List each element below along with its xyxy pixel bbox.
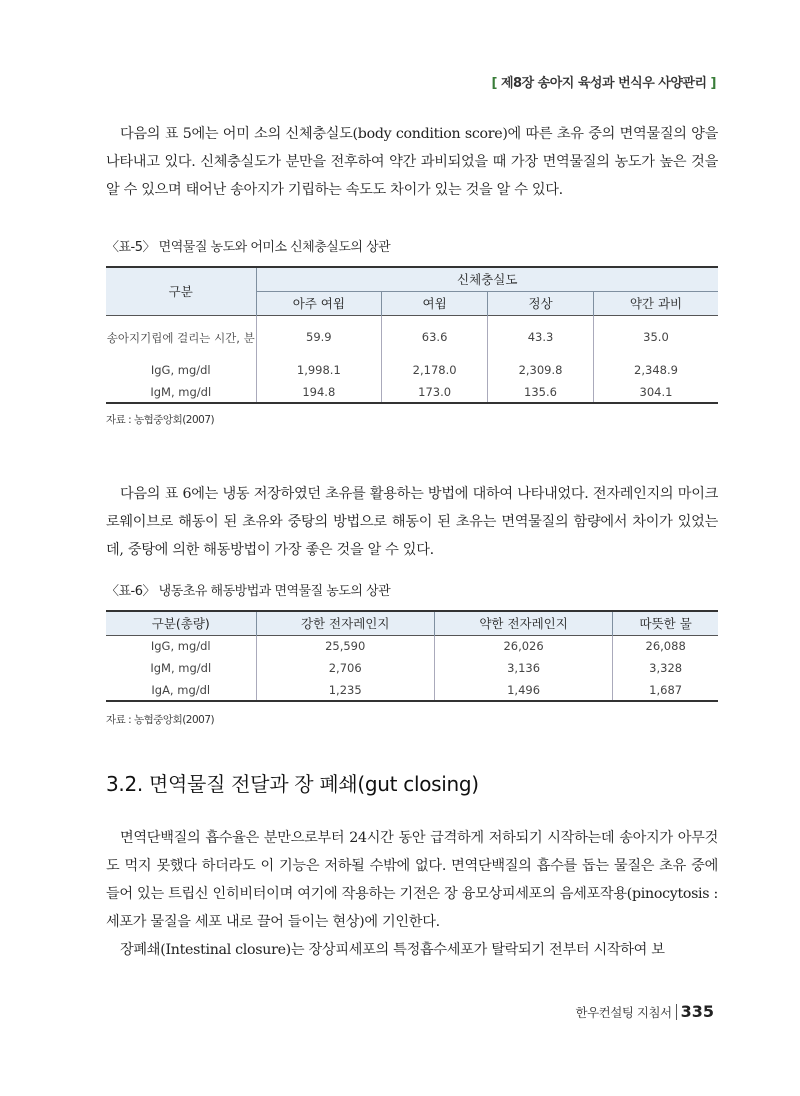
table5-subheader: 여윔 [382,291,488,315]
table-cell: 35.0 [593,315,718,359]
table-cell: 1,998.1 [256,359,382,381]
table-row [106,359,718,381]
table-row [106,315,718,359]
table-cell: 2,348.9 [593,359,718,381]
row-label: IgM, mg/dl [150,661,212,675]
book-title: 한우컨설팅 지침서 [575,1005,672,1020]
table6-header: 약한 전자레인지 [434,611,612,635]
table-cell: 3,136 [434,657,612,679]
table-cell: 2,309.8 [488,359,594,381]
row-label: IgG, mg/dl [150,363,211,377]
paragraph-text: 장폐쇄(Intestinal closure)는 장상피세포의 특정흡수세포가 탈락되기 전부터 시작하여 보 [120,942,665,958]
paragraph-text: 다음의 표 5에는 어미 소의 신체충실도(body condition score)에 따른 초유 중의 면역물질의 양을 나타내고 있다. 신체충실도가 분만을 전후하여 약간 과비되었을 때 가장 면역물질의 농도가 높은 것을 알 수 있으며 태어난 송아지가 기립하는 속도도 차이가 있는 것을 알 수 있다. [106,126,718,198]
table6-header: 따뜻한 물 [613,611,718,635]
table5-subheader: 정상 [488,291,594,315]
table5 [106,266,718,404]
row-label: IgA, mg/dl [106,679,256,701]
table-cell: 2,706 [256,657,434,679]
header-bracket-close: ] [710,76,716,91]
table6-header: 강한 전자레인지 [256,611,434,635]
table-row [106,657,718,679]
paragraph-intro-table5 [106,120,718,204]
table6-source: 자료 : 농협중앙회(2007) [106,714,215,726]
table5-subheader: 아주 여윔 [256,291,382,315]
row-label: 송아지기립에 걸리는 시간, 분 [106,315,256,359]
table-cell: 26,088 [613,635,718,657]
table-row [106,635,718,657]
table-row [106,679,718,701]
row-label: IgM, mg/dl [106,381,256,403]
table-cell: 135.6 [488,381,594,403]
table-cell: 1,496 [434,679,612,701]
paragraph-text: 다음의 표 6에는 냉동 저장하였던 초유를 활용하는 방법에 대하여 나타내었다. 전자레인지의 마이크로웨이브로 해동이 된 초유와 중탕의 방법으로 해동이 된 초유는 면역물질의 함량에서 차이가 있었는데, 중탕에 의한 해동방법이 가장 좋은 것을 알 수 있다. [106,486,718,558]
table5-caption: 〈표-5〉 면역물질 농도와 어미소 신체충실도의 상관 [106,240,391,255]
paragraph-text: 면역단백질의 흡수율은 분만으로부터 24시간 동안 급격하게 저하되기 시작하는데 송아지가 아무것도 먹지 못했다 하더라도 이 기능은 저하될 수밖에 없다. 면역단백질의 흡수를 돕는 물질은 초유 중에 들어 있는 트립신 인히비터이며 여기에 작용하는 기전은 장 융모상피세포의 음세포작용(pinocytosis : 세포가 물질을 세포 내로 끌어 들이는 현상)에 기인한다. [106,830,718,930]
table-cell: 3,328 [613,657,718,679]
table6-header: 구분(총량) [106,611,256,635]
table5-source: 자료 : 농협중앙회(2007) [106,414,215,426]
table-cell: 2,178.0 [382,359,488,381]
table-row [106,381,718,403]
table5-subheader: 약간 과비 [593,291,718,315]
chapter-header [492,72,717,91]
table-cell: 59.9 [256,315,382,359]
footer-divider [676,1004,677,1020]
page-number: 335 [680,1002,714,1021]
table-cell: 43.3 [488,315,594,359]
row-label: IgG, mg/dl [106,635,256,657]
table5-header-group: 신체충실도 [256,267,718,291]
table-cell: 63.6 [382,315,488,359]
section-title: 3.2. 면역물질 전달과 장 폐쇄(gut closing) [106,772,479,796]
page-footer [576,1002,714,1021]
paragraph-intro-table6 [106,480,718,564]
table-cell: 194.8 [256,381,382,403]
table6 [106,610,718,702]
table-cell: 1,687 [613,679,718,701]
table5-header-category: 구분 [106,267,256,315]
table-cell: 1,235 [256,679,434,701]
chapter-title: 제8장 송아지 육성과 번식우 사양관리 [500,76,707,91]
header-bracket-open: [ [491,76,497,91]
table-cell: 173.0 [382,381,488,403]
table-cell: 304.1 [593,381,718,403]
table-cell: 26,026 [434,635,612,657]
table-cell: 25,590 [256,635,434,657]
table6-caption: 〈표-6〉 냉동초유 해동방법과 면역물질 농도의 상관 [106,584,391,599]
paragraph-gut-closing [106,824,718,964]
